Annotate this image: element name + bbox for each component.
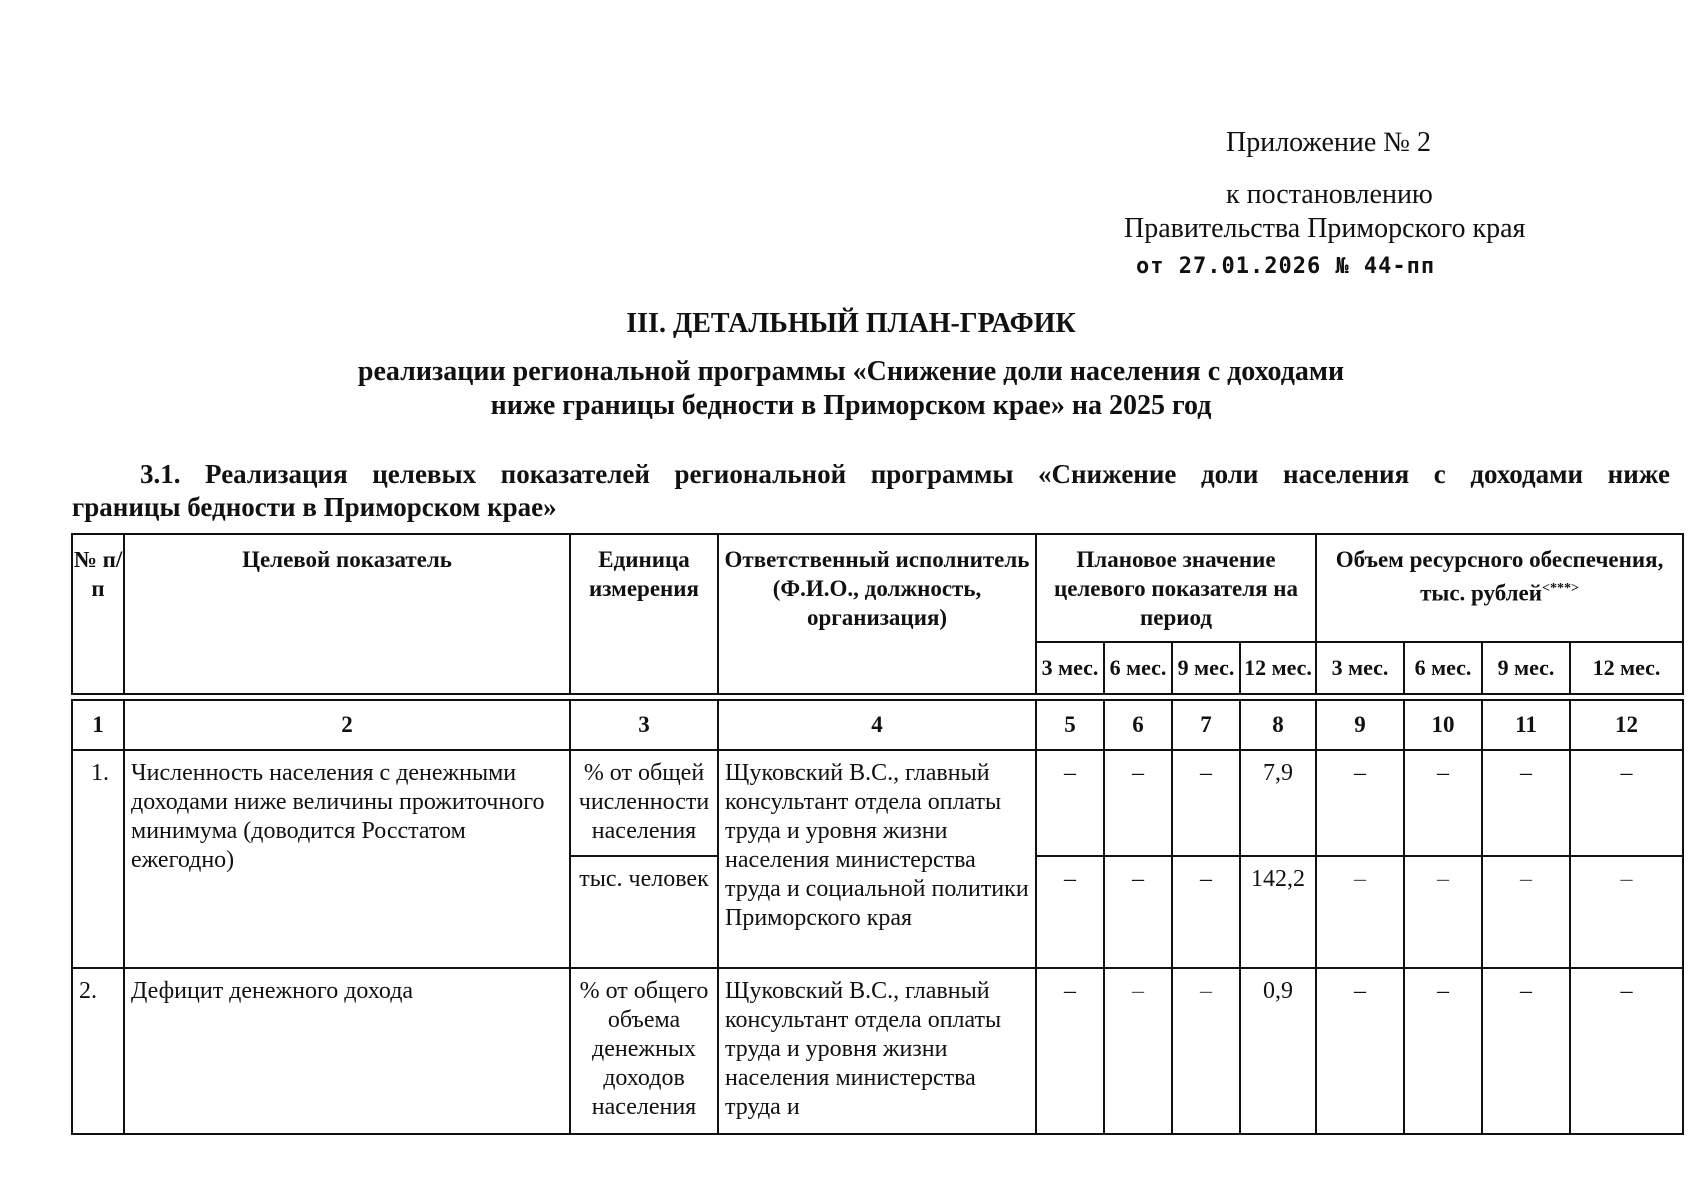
header-plan-12: 12 мес.: [1240, 642, 1316, 694]
header-unit: Единица измерения: [570, 534, 718, 694]
row1a-res-12: –: [1570, 750, 1683, 856]
colnum-7: 7: [1172, 700, 1240, 750]
colnum-1: 1: [72, 700, 124, 750]
row2-plan-9: –: [1172, 968, 1240, 1134]
row2-res-6: –: [1404, 968, 1482, 1134]
table-row: [72, 968, 1683, 1134]
header-resource-note: <***>: [1542, 581, 1579, 596]
header-row: [72, 534, 1683, 642]
row1a-plan-6: –: [1104, 750, 1172, 856]
colnum-11: 11: [1482, 700, 1570, 750]
row2-plan-6: –: [1104, 968, 1172, 1134]
appendix-ref: к постановлению: [1226, 179, 1433, 210]
header-plan-6: 6 мес.: [1104, 642, 1172, 694]
section-heading: [72, 458, 1670, 524]
document-subtitle-line1: реализации региональной программы «Снижение доли населения с доходами: [357, 356, 1345, 387]
row1a-res-9: –: [1482, 750, 1570, 856]
row2-executor: Щуковский В.С., главный консультант отдела оплаты труда и уровня жизни населения министерства труда и: [718, 968, 1036, 1134]
row1b-res-6: –: [1404, 856, 1482, 968]
row1-indicator: Численность населения с денежными доходами ниже величины прожиточного минимума (доводится Росстатом ежегодно): [124, 750, 570, 968]
colnum-8: 8: [1240, 700, 1316, 750]
row2-plan-12: 0,9: [1240, 968, 1316, 1134]
header-resource-6: 6 мес.: [1404, 642, 1482, 694]
row2-plan-3: –: [1036, 968, 1104, 1134]
row1a-plan-12: 7,9: [1240, 750, 1316, 856]
row1b-plan-12: 142,2: [1240, 856, 1316, 968]
row2-indicator: Дефицит денежного дохода: [124, 968, 570, 1134]
header-resource-12: 12 мес.: [1570, 642, 1683, 694]
row2-unit: % от общего объема денежных доходов населения: [570, 968, 718, 1134]
colnum-5: 5: [1036, 700, 1104, 750]
row1-unit-percent: % от общей численности населения: [570, 750, 718, 856]
row2-res-12: –: [1570, 968, 1683, 1134]
section-heading-line2: границы бедности в Приморском крае»: [72, 492, 557, 522]
colnum-10: 10: [1404, 700, 1482, 750]
column-numbers-row: [72, 700, 1683, 750]
appendix-authority: Правительства Приморского края: [1124, 213, 1526, 244]
header-resource-9: 9 мес.: [1482, 642, 1570, 694]
header-plan-9: 9 мес.: [1172, 642, 1240, 694]
row1b-res-12: –: [1570, 856, 1683, 968]
colnum-2: 2: [124, 700, 570, 750]
section-heading-line1: 3.1. Реализация целевых показателей региональной программы «Снижение доли населения с доходами ниже: [140, 459, 1670, 489]
row2-res-9: –: [1482, 968, 1570, 1134]
row2-num: 2.: [72, 968, 124, 1134]
row1b-plan-9: –: [1172, 856, 1240, 968]
row1b-plan-3: –: [1036, 856, 1104, 968]
document-title: III. ДЕТАЛЬНЫЙ ПЛАН-ГРАФИК: [626, 308, 1076, 339]
header-resource: [1316, 534, 1683, 642]
row1-unit-thousand: тыс. человек: [570, 856, 718, 968]
header-resource-3: 3 мес.: [1316, 642, 1404, 694]
plan-table: [71, 533, 1684, 1135]
header-plan-3: 3 мес.: [1036, 642, 1104, 694]
appendix-date-number: от 27.01.2026 № 44-пп: [1136, 254, 1436, 279]
header-resource-text: Объем ресурсного обеспечения, тыс. рублей: [1335, 547, 1664, 606]
row1-executor: Щуковский В.С., главный консультант отдела оплаты труда и уровня жизни населения министерства труда и социальной политики Приморского края: [718, 750, 1036, 968]
row1a-res-3: –: [1316, 750, 1404, 856]
colnum-9: 9: [1316, 700, 1404, 750]
row1a-res-6: –: [1404, 750, 1482, 856]
colnum-3: 3: [570, 700, 718, 750]
row2-res-3: –: [1316, 968, 1404, 1134]
appendix-number: Приложение № 2: [1226, 127, 1431, 158]
colnum-12: 12: [1570, 700, 1683, 750]
header-executor: Ответственный исполнитель (Ф.И.О., должность, организация): [718, 534, 1036, 694]
document-subtitle-line2: ниже границы бедности в Приморском крае» на 2025 год: [490, 390, 1212, 421]
row1a-plan-9: –: [1172, 750, 1240, 856]
row1b-plan-6: –: [1104, 856, 1172, 968]
row1-num: 1.: [72, 750, 124, 968]
header-indicator: Целевой показатель: [124, 534, 570, 694]
table-row: [72, 750, 1683, 856]
row1b-res-3: –: [1316, 856, 1404, 968]
header-num: № п/п: [72, 534, 124, 694]
row1b-res-9: –: [1482, 856, 1570, 968]
header-plan: Плановое значение целевого показателя на период: [1036, 534, 1316, 642]
colnum-6: 6: [1104, 700, 1172, 750]
colnum-4: 4: [718, 700, 1036, 750]
row1a-plan-3: –: [1036, 750, 1104, 856]
